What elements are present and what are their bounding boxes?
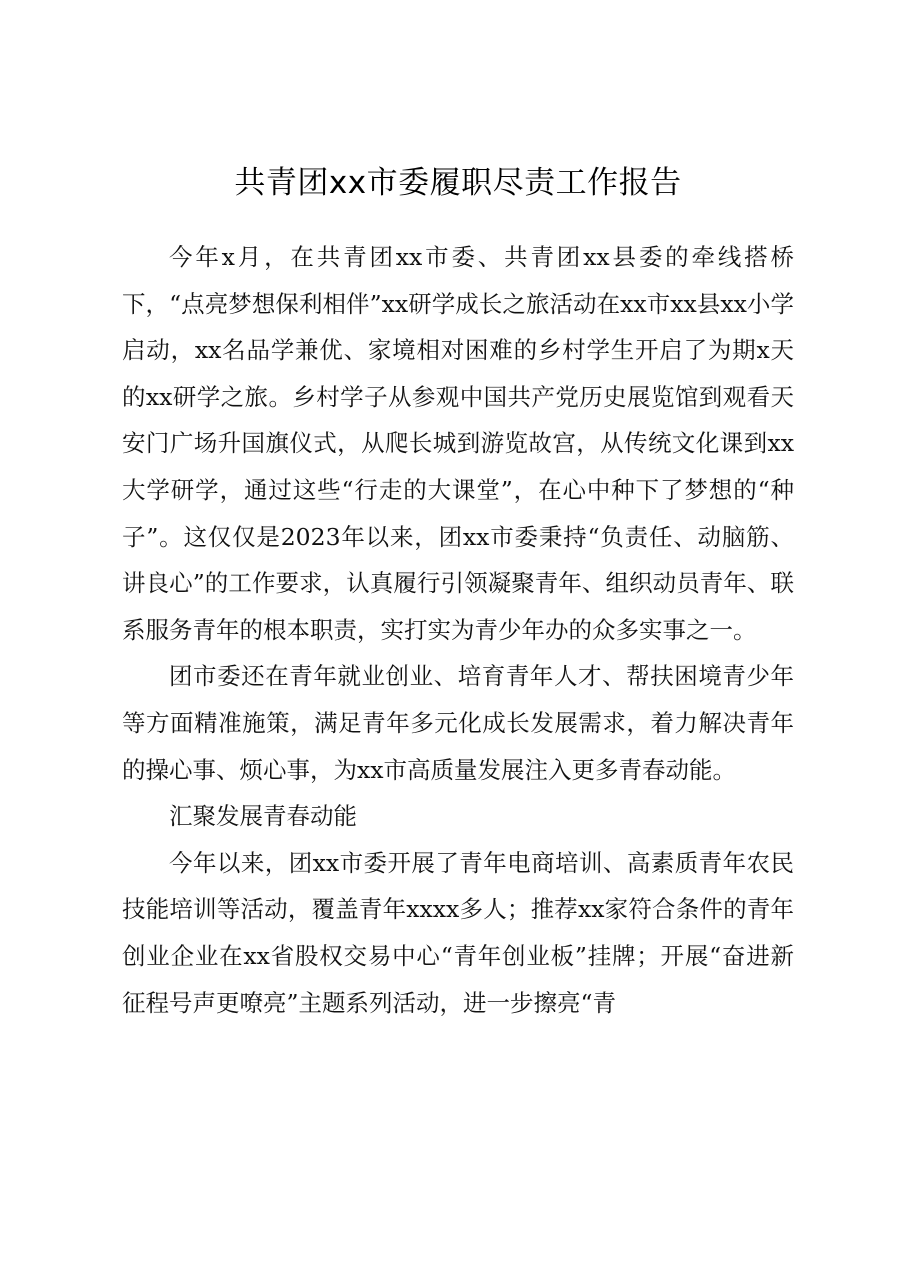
document-body xyxy=(122,160,794,1026)
body-paragraph-1: 今年x月，在共青团xx市委、共青团xx县委的牵线搭桥下，“点亮梦想保利相伴”xx研学成长之旅活动在xx市xx县xx小学启动，xx名品学兼优、家境相对困难的乡村学生开启了为期x天的xx研学之旅。乡村学子从参观中国共产党历史展览馆到观看天安门广场升国旗仪式，从爬长城到游览故宫，从传统文化课到xx大学研学，通过这些“行走的大课堂”，在心中种下了梦想的“种子”。这仅仅是2023年以来，团xx市委秉持“负责任、动脑筋、讲良心”的工作要求，认真履行引领凝聚青年、组织动员青年、联系服务青年的根本职责，实打实为青少年办的众多实事之一。 xyxy=(122,243,794,644)
section-paragraph: 今年以来，团xx市委开展了青年电商培训、高素质青年农民技能培训等活动，覆盖青年xxxx多人；推荐xx家符合条件的青年创业企业在xx省股权交易中心“青年创业板”挂牌；开展“奋进新征程号声更嘹亮”主题系列活动，进一步擦亮“青 xyxy=(122,848,794,1017)
section-heading: 汇聚发展青春动能 xyxy=(169,802,357,831)
body-paragraph-2: 团市委还在青年就业创业、培育青年人才、帮扶困境青少年等方面精准施策，满足青年多元化成长发展需求，着力解决青年的操心事、烦心事，为xx市高质量发展注入更多青春动能。 xyxy=(122,662,794,784)
document-title: 共青团xx市委履职尽责工作报告 xyxy=(234,165,682,201)
